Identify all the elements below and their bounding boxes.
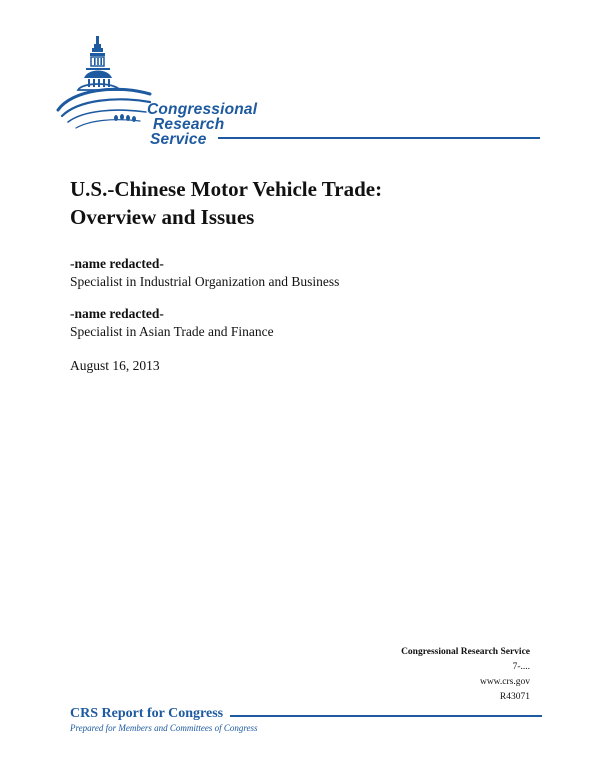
author-name: -name redacted- bbox=[70, 306, 164, 321]
footer-subtitle: Prepared for Members and Committees of Congress bbox=[70, 723, 258, 733]
footer-rule bbox=[230, 715, 542, 717]
meta-report-number: R43071 bbox=[499, 692, 530, 702]
meta-org: Congressional Research Service bbox=[401, 647, 530, 657]
report-title-line-1: U.S.-Chinese Motor Vehicle Trade: bbox=[70, 177, 383, 201]
meta-phone: 7-.... bbox=[512, 662, 530, 672]
crs-logo bbox=[50, 32, 550, 152]
capitol-dome-icon bbox=[54, 32, 154, 144]
logo-line-research: Research bbox=[153, 116, 225, 133]
author-block bbox=[70, 305, 530, 340]
report-date: August 16, 2013 bbox=[70, 358, 160, 373]
logo-line-congressional: Congressional bbox=[147, 101, 258, 118]
logo-line-service: Service bbox=[150, 131, 207, 148]
report-meta bbox=[401, 645, 530, 705]
header-rule bbox=[218, 137, 540, 139]
crs-logo-text bbox=[147, 102, 257, 147]
meta-website-link[interactable]: www.crs.gov bbox=[479, 677, 530, 687]
report-title-line-2: Overview and Issues bbox=[70, 205, 255, 229]
footer-title: CRS Report for Congress bbox=[70, 706, 224, 721]
report-title bbox=[70, 175, 540, 231]
author-role: Specialist in Industrial Organization and Business bbox=[70, 273, 340, 289]
author-role: Specialist in Asian Trade and Finance bbox=[70, 323, 274, 339]
author-block bbox=[70, 255, 530, 290]
author-name: -name redacted- bbox=[70, 256, 164, 271]
